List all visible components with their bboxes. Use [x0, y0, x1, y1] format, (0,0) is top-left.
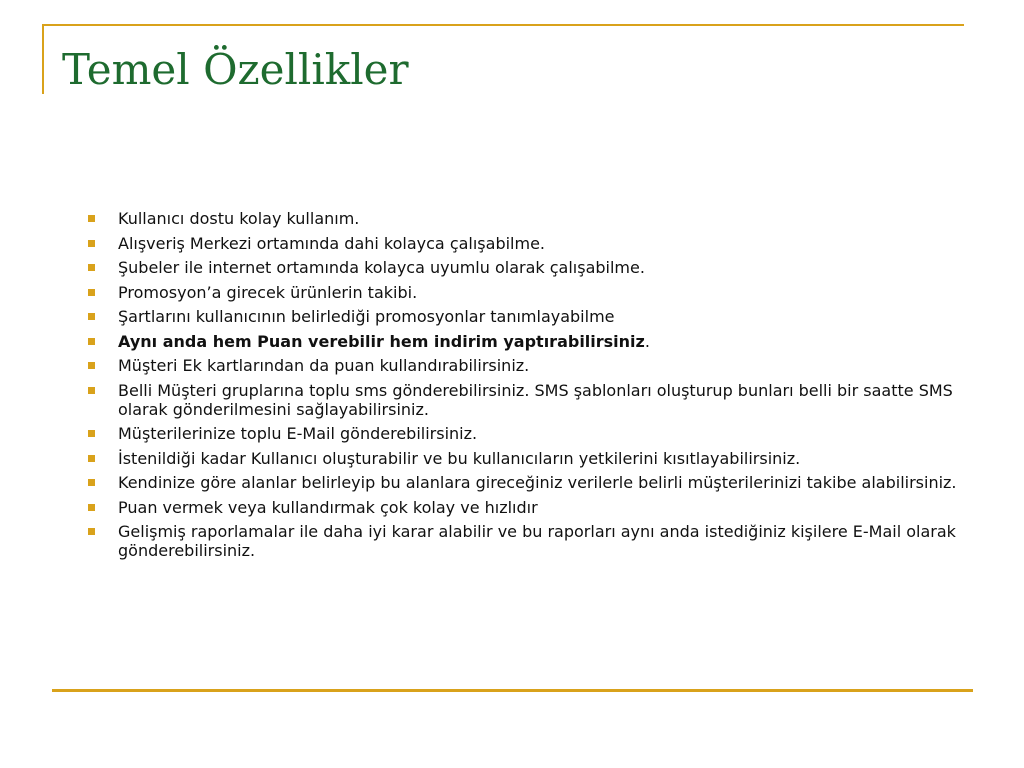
list-item [88, 522, 968, 560]
square-bullet-icon [88, 504, 95, 511]
list-item [88, 356, 968, 375]
square-bullet-icon [88, 387, 95, 394]
list-item-text: Müşterilerinize toplu E-Mail gönderebilirsiniz. [118, 424, 478, 443]
square-bullet-icon [88, 240, 95, 247]
list-item [88, 234, 968, 253]
frame-top-line [43, 24, 964, 26]
list-item [88, 258, 968, 277]
list-item [88, 473, 968, 492]
frame-bottom-line [52, 689, 973, 692]
list-item [88, 381, 968, 419]
list-item-text: Şubeler ile internet ortamında kolayca uyumlu olarak çalışabilme. [118, 258, 645, 277]
list-item-text: Kullanıcı dostu kolay kullanım. [118, 209, 360, 228]
list-item-text: Promosyon’a girecek ürünlerin takibi. [118, 282, 418, 302]
bullet-list [88, 209, 968, 566]
list-item-text: Şartlarını kullanıcının belirlediği promosyonlar tanımlayabilme [118, 307, 615, 326]
list-item [88, 498, 968, 517]
list-item-text: Gelişmiş raporlamalar ile daha iyi karar alabilir ve bu raporları aynı anda istediğiniz kişilere E-Mail olarak gönderebilirsiniz. [118, 522, 956, 560]
list-item-text: İstenildiği kadar Kullanıcı oluşturabilir ve bu kullanıcıların yetkilerini kısıtlayabilirsiniz. [118, 448, 801, 468]
list-item [88, 332, 968, 351]
square-bullet-icon [88, 362, 95, 369]
square-bullet-icon [88, 338, 95, 345]
list-item [88, 283, 968, 302]
list-item-suffix: . [644, 331, 650, 351]
square-bullet-icon [88, 264, 95, 271]
list-item-text: Belli Müşteri gruplarına toplu sms gönderebilirsiniz. SMS şablonları oluşturup bunları belli bir saatte SMS olarak gönderilmesini sağlayabilirsiniz. [118, 380, 953, 419]
list-item-text-bold: Aynı anda hem Puan verebilir hem indirim yaptırabilirsiniz [118, 331, 645, 351]
frame-left-line [42, 24, 44, 94]
list-item [88, 209, 968, 228]
square-bullet-icon [88, 289, 95, 296]
list-item-text: Puan vermek veya kullandırmak çok kolay ve hızlıdır [118, 497, 538, 517]
page-title: Temel Özellikler [62, 45, 409, 94]
list-item [88, 449, 968, 468]
list-item-text: Kendinize göre alanlar belirleyip bu alanlara gireceğiniz verilerle belirli müşterilerinizi takibe alabilirsiniz. [118, 473, 957, 492]
square-bullet-icon [88, 313, 95, 320]
square-bullet-icon [88, 528, 95, 535]
square-bullet-icon [88, 479, 95, 486]
list-item [88, 307, 968, 326]
list-item [88, 424, 968, 443]
square-bullet-icon [88, 455, 95, 462]
list-item-text: Müşteri Ek kartlarından da puan kullandırabilirsiniz. [118, 356, 530, 375]
list-item-text: Alışveriş Merkezi ortamında dahi kolayca çalışabilme. [118, 233, 546, 253]
square-bullet-icon [88, 215, 95, 222]
square-bullet-icon [88, 430, 95, 437]
